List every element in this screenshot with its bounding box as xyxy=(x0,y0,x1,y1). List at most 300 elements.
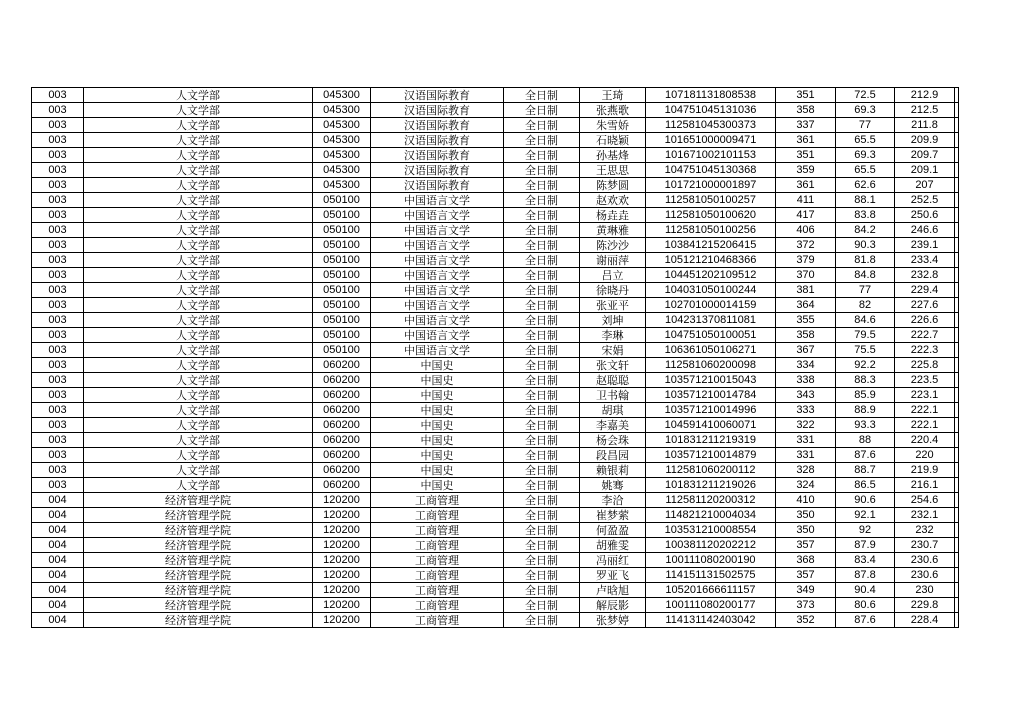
study-mode-cell: 全日制 xyxy=(504,388,580,403)
total-score-cell: 211.8 xyxy=(895,118,955,133)
study-mode-cell: 全日制 xyxy=(504,103,580,118)
total-score-cell: 207 xyxy=(895,178,955,193)
study-mode-cell: 全日制 xyxy=(504,403,580,418)
exam-id-cell: 112581060200098 xyxy=(646,358,776,373)
dept-name-cell: 人文学部 xyxy=(84,433,313,448)
total-score-cell: 222.7 xyxy=(895,328,955,343)
student-name-cell: 胡琪 xyxy=(580,403,646,418)
retest-score-cell: 88.9 xyxy=(836,403,895,418)
retest-score-cell: 88 xyxy=(836,433,895,448)
dept-name-cell: 人文学部 xyxy=(84,253,313,268)
dept-code-cell: 003 xyxy=(32,268,84,283)
initial-score-cell: 370 xyxy=(776,268,836,283)
total-score-cell: 227.6 xyxy=(895,298,955,313)
initial-score-cell: 338 xyxy=(776,373,836,388)
exam-id-cell: 101671002101153 xyxy=(646,148,776,163)
major-code-cell: 060200 xyxy=(313,448,371,463)
study-mode-cell: 全日制 xyxy=(504,613,580,628)
study-mode-cell: 全日制 xyxy=(504,223,580,238)
major-name-cell: 工商管理 xyxy=(371,568,504,583)
major-code-cell: 045300 xyxy=(313,118,371,133)
dept-name-cell: 人文学部 xyxy=(84,88,313,103)
dept-name-cell: 经济管理学院 xyxy=(84,598,313,613)
study-mode-cell: 全日制 xyxy=(504,523,580,538)
exam-id-cell: 112581050100257 xyxy=(646,193,776,208)
student-name-cell: 何盈盈 xyxy=(580,523,646,538)
blank-cell xyxy=(955,538,959,553)
initial-score-cell: 364 xyxy=(776,298,836,313)
student-name-cell: 李嘉美 xyxy=(580,418,646,433)
student-name-cell: 崔梦萦 xyxy=(580,508,646,523)
dept-code-cell: 004 xyxy=(32,493,84,508)
exam-id-cell: 112581060200112 xyxy=(646,463,776,478)
blank-cell xyxy=(955,283,959,298)
student-name-cell: 张梦婷 xyxy=(580,613,646,628)
initial-score-cell: 373 xyxy=(776,598,836,613)
dept-name-cell: 人文学部 xyxy=(84,103,313,118)
dept-name-cell: 人文学部 xyxy=(84,283,313,298)
dept-code-cell: 003 xyxy=(32,103,84,118)
dept-name-cell: 人文学部 xyxy=(84,448,313,463)
study-mode-cell: 全日制 xyxy=(504,553,580,568)
major-code-cell: 050100 xyxy=(313,298,371,313)
total-score-cell: 216.1 xyxy=(895,478,955,493)
dept-code-cell: 003 xyxy=(32,298,84,313)
major-code-cell: 045300 xyxy=(313,178,371,193)
table-row xyxy=(32,568,959,583)
blank-cell xyxy=(955,313,959,328)
student-name-cell: 王琦 xyxy=(580,88,646,103)
table-row xyxy=(32,208,959,223)
exam-id-cell: 100381120202212 xyxy=(646,538,776,553)
dept-name-cell: 人文学部 xyxy=(84,328,313,343)
table-row xyxy=(32,478,959,493)
retest-score-cell: 85.9 xyxy=(836,388,895,403)
dept-code-cell: 003 xyxy=(32,328,84,343)
total-score-cell: 230.7 xyxy=(895,538,955,553)
table-row xyxy=(32,313,959,328)
major-code-cell: 045300 xyxy=(313,88,371,103)
major-code-cell: 120200 xyxy=(313,598,371,613)
student-name-cell: 冯丽红 xyxy=(580,553,646,568)
dept-code-cell: 003 xyxy=(32,163,84,178)
initial-score-cell: 351 xyxy=(776,88,836,103)
exam-id-cell: 114821210004034 xyxy=(646,508,776,523)
total-score-cell: 222.1 xyxy=(895,403,955,418)
retest-score-cell: 88.3 xyxy=(836,373,895,388)
student-name-cell: 姚骞 xyxy=(580,478,646,493)
exam-id-cell: 103571210014784 xyxy=(646,388,776,403)
major-code-cell: 050100 xyxy=(313,313,371,328)
major-name-cell: 工商管理 xyxy=(371,598,504,613)
exam-id-cell: 103571210014879 xyxy=(646,448,776,463)
retest-score-cell: 84.8 xyxy=(836,268,895,283)
student-name-cell: 孙基烽 xyxy=(580,148,646,163)
dept-name-cell: 人文学部 xyxy=(84,388,313,403)
major-name-cell: 中国语言文学 xyxy=(371,268,504,283)
dept-name-cell: 人文学部 xyxy=(84,163,313,178)
major-name-cell: 中国史 xyxy=(371,463,504,478)
total-score-cell: 250.6 xyxy=(895,208,955,223)
blank-cell xyxy=(955,478,959,493)
student-name-cell: 宋娟 xyxy=(580,343,646,358)
study-mode-cell: 全日制 xyxy=(504,88,580,103)
study-mode-cell: 全日制 xyxy=(504,508,580,523)
blank-cell xyxy=(955,583,959,598)
major-code-cell: 045300 xyxy=(313,148,371,163)
blank-cell xyxy=(955,388,959,403)
study-mode-cell: 全日制 xyxy=(504,568,580,583)
table-row xyxy=(32,283,959,298)
major-code-cell: 060200 xyxy=(313,433,371,448)
exam-id-cell: 105201666611157 xyxy=(646,583,776,598)
student-name-cell: 李琳 xyxy=(580,328,646,343)
dept-code-cell: 003 xyxy=(32,148,84,163)
total-score-cell: 222.1 xyxy=(895,418,955,433)
dept-code-cell: 003 xyxy=(32,223,84,238)
major-name-cell: 工商管理 xyxy=(371,613,504,628)
total-score-cell: 229.8 xyxy=(895,598,955,613)
dept-name-cell: 人文学部 xyxy=(84,298,313,313)
major-code-cell: 050100 xyxy=(313,223,371,238)
dept-code-cell: 004 xyxy=(32,598,84,613)
exam-id-cell: 103531210008554 xyxy=(646,523,776,538)
table-row xyxy=(32,268,959,283)
major-name-cell: 工商管理 xyxy=(371,508,504,523)
dept-code-cell: 003 xyxy=(32,403,84,418)
table-row xyxy=(32,358,959,373)
total-score-cell: 228.4 xyxy=(895,613,955,628)
study-mode-cell: 全日制 xyxy=(504,133,580,148)
table-row xyxy=(32,148,959,163)
major-code-cell: 050100 xyxy=(313,268,371,283)
dept-code-cell: 003 xyxy=(32,373,84,388)
major-code-cell: 060200 xyxy=(313,358,371,373)
major-code-cell: 050100 xyxy=(313,193,371,208)
total-score-cell: 226.6 xyxy=(895,313,955,328)
blank-cell xyxy=(955,298,959,313)
major-code-cell: 060200 xyxy=(313,418,371,433)
major-name-cell: 工商管理 xyxy=(371,583,504,598)
initial-score-cell: 337 xyxy=(776,118,836,133)
retest-score-cell: 72.5 xyxy=(836,88,895,103)
student-name-cell: 赵欢欢 xyxy=(580,193,646,208)
exam-id-cell: 104751045130368 xyxy=(646,163,776,178)
major-code-cell: 120200 xyxy=(313,613,371,628)
total-score-cell: 209.1 xyxy=(895,163,955,178)
exam-id-cell: 114131142403042 xyxy=(646,613,776,628)
study-mode-cell: 全日制 xyxy=(504,343,580,358)
blank-cell xyxy=(955,403,959,418)
dept-name-cell: 经济管理学院 xyxy=(84,553,313,568)
blank-cell xyxy=(955,613,959,628)
total-score-cell: 232.1 xyxy=(895,508,955,523)
exam-id-cell: 104751050100051 xyxy=(646,328,776,343)
student-name-cell: 刘坤 xyxy=(580,313,646,328)
dept-name-cell: 人文学部 xyxy=(84,118,313,133)
initial-score-cell: 381 xyxy=(776,283,836,298)
study-mode-cell: 全日制 xyxy=(504,418,580,433)
blank-cell xyxy=(955,568,959,583)
initial-score-cell: 343 xyxy=(776,388,836,403)
study-mode-cell: 全日制 xyxy=(504,598,580,613)
dept-name-cell: 人文学部 xyxy=(84,268,313,283)
dept-code-cell: 003 xyxy=(32,343,84,358)
major-code-cell: 120200 xyxy=(313,568,371,583)
student-name-cell: 张燕歌 xyxy=(580,103,646,118)
study-mode-cell: 全日制 xyxy=(504,268,580,283)
dept-name-cell: 人文学部 xyxy=(84,403,313,418)
study-mode-cell: 全日制 xyxy=(504,208,580,223)
student-name-cell: 罗亚飞 xyxy=(580,568,646,583)
initial-score-cell: 368 xyxy=(776,553,836,568)
blank-cell xyxy=(955,523,959,538)
major-name-cell: 汉语国际教育 xyxy=(371,118,504,133)
major-code-cell: 120200 xyxy=(313,493,371,508)
exam-id-cell: 104591410060071 xyxy=(646,418,776,433)
student-name-cell: 卫书翰 xyxy=(580,388,646,403)
total-score-cell: 209.9 xyxy=(895,133,955,148)
table-row xyxy=(32,133,959,148)
major-code-cell: 120200 xyxy=(313,523,371,538)
retest-score-cell: 83.8 xyxy=(836,208,895,223)
table-row xyxy=(32,388,959,403)
major-code-cell: 045300 xyxy=(313,133,371,148)
initial-score-cell: 357 xyxy=(776,568,836,583)
total-score-cell: 254.6 xyxy=(895,493,955,508)
retest-score-cell: 90.4 xyxy=(836,583,895,598)
dept-code-cell: 004 xyxy=(32,553,84,568)
table-row xyxy=(32,553,959,568)
major-code-cell: 120200 xyxy=(313,508,371,523)
dept-code-cell: 003 xyxy=(32,418,84,433)
dept-code-cell: 003 xyxy=(32,448,84,463)
blank-cell xyxy=(955,103,959,118)
dept-name-cell: 人文学部 xyxy=(84,373,313,388)
study-mode-cell: 全日制 xyxy=(504,463,580,478)
retest-score-cell: 87.8 xyxy=(836,568,895,583)
total-score-cell: 222.3 xyxy=(895,343,955,358)
blank-cell xyxy=(955,448,959,463)
blank-cell xyxy=(955,133,959,148)
blank-cell xyxy=(955,418,959,433)
student-name-cell: 石晓颖 xyxy=(580,133,646,148)
major-code-cell: 060200 xyxy=(313,373,371,388)
exam-id-cell: 101651000009471 xyxy=(646,133,776,148)
initial-score-cell: 351 xyxy=(776,148,836,163)
major-name-cell: 中国语言文学 xyxy=(371,343,504,358)
student-name-cell: 陈梦圆 xyxy=(580,178,646,193)
exam-id-cell: 112581050100256 xyxy=(646,223,776,238)
major-name-cell: 中国语言文学 xyxy=(371,283,504,298)
exam-id-cell: 102701000014159 xyxy=(646,298,776,313)
major-code-cell: 060200 xyxy=(313,478,371,493)
blank-cell xyxy=(955,178,959,193)
dept-code-cell: 003 xyxy=(32,313,84,328)
student-name-cell: 卢晗旭 xyxy=(580,583,646,598)
dept-name-cell: 人文学部 xyxy=(84,358,313,373)
blank-cell xyxy=(955,208,959,223)
blank-cell xyxy=(955,433,959,448)
total-score-cell: 230.6 xyxy=(895,568,955,583)
major-name-cell: 汉语国际教育 xyxy=(371,163,504,178)
retest-score-cell: 88.7 xyxy=(836,463,895,478)
table-row xyxy=(32,328,959,343)
initial-score-cell: 349 xyxy=(776,583,836,598)
dept-name-cell: 人文学部 xyxy=(84,463,313,478)
initial-score-cell: 411 xyxy=(776,193,836,208)
major-name-cell: 汉语国际教育 xyxy=(371,103,504,118)
dept-code-cell: 003 xyxy=(32,178,84,193)
major-code-cell: 120200 xyxy=(313,553,371,568)
major-name-cell: 中国语言文学 xyxy=(371,328,504,343)
blank-cell xyxy=(955,223,959,238)
retest-score-cell: 87.6 xyxy=(836,448,895,463)
dept-code-cell: 003 xyxy=(32,358,84,373)
blank-cell xyxy=(955,238,959,253)
student-name-cell: 段昌园 xyxy=(580,448,646,463)
major-code-cell: 120200 xyxy=(313,538,371,553)
exam-id-cell: 106361050106271 xyxy=(646,343,776,358)
initial-score-cell: 322 xyxy=(776,418,836,433)
blank-cell xyxy=(955,268,959,283)
exam-id-cell: 107181131808538 xyxy=(646,88,776,103)
student-name-cell: 朱雪娇 xyxy=(580,118,646,133)
major-code-cell: 050100 xyxy=(313,238,371,253)
dept-code-cell: 003 xyxy=(32,88,84,103)
dept-code-cell: 004 xyxy=(32,568,84,583)
blank-cell xyxy=(955,148,959,163)
retest-score-cell: 77 xyxy=(836,283,895,298)
study-mode-cell: 全日制 xyxy=(504,148,580,163)
major-name-cell: 中国语言文学 xyxy=(371,193,504,208)
blank-cell xyxy=(955,373,959,388)
total-score-cell: 223.5 xyxy=(895,373,955,388)
total-score-cell: 220.4 xyxy=(895,433,955,448)
table-row xyxy=(32,493,959,508)
student-name-cell: 吕立 xyxy=(580,268,646,283)
total-score-cell: 220 xyxy=(895,448,955,463)
student-name-cell: 杨垚垚 xyxy=(580,208,646,223)
table-row xyxy=(32,223,959,238)
total-score-cell: 233.4 xyxy=(895,253,955,268)
study-mode-cell: 全日制 xyxy=(504,538,580,553)
dept-name-cell: 人文学部 xyxy=(84,133,313,148)
study-mode-cell: 全日制 xyxy=(504,433,580,448)
dept-code-cell: 003 xyxy=(32,208,84,223)
table-row xyxy=(32,583,959,598)
retest-score-cell: 62.6 xyxy=(836,178,895,193)
total-score-cell: 225.8 xyxy=(895,358,955,373)
initial-score-cell: 333 xyxy=(776,403,836,418)
study-mode-cell: 全日制 xyxy=(504,298,580,313)
initial-score-cell: 357 xyxy=(776,538,836,553)
initial-score-cell: 334 xyxy=(776,358,836,373)
major-name-cell: 汉语国际教育 xyxy=(371,133,504,148)
major-code-cell: 060200 xyxy=(313,388,371,403)
dept-name-cell: 人文学部 xyxy=(84,343,313,358)
dept-name-cell: 经济管理学院 xyxy=(84,538,313,553)
retest-score-cell: 90.3 xyxy=(836,238,895,253)
total-score-cell: 229.4 xyxy=(895,283,955,298)
table-row xyxy=(32,238,959,253)
retest-score-cell: 92 xyxy=(836,523,895,538)
exam-id-cell: 104451202109512 xyxy=(646,268,776,283)
dept-code-cell: 003 xyxy=(32,238,84,253)
dept-code-cell: 004 xyxy=(32,508,84,523)
dept-name-cell: 人文学部 xyxy=(84,193,313,208)
table-row xyxy=(32,598,959,613)
blank-cell xyxy=(955,493,959,508)
student-name-cell: 陈沙沙 xyxy=(580,238,646,253)
initial-score-cell: 358 xyxy=(776,103,836,118)
retest-score-cell: 87.6 xyxy=(836,613,895,628)
dept-name-cell: 经济管理学院 xyxy=(84,523,313,538)
total-score-cell: 212.9 xyxy=(895,88,955,103)
major-code-cell: 045300 xyxy=(313,103,371,118)
retest-score-cell: 65.5 xyxy=(836,133,895,148)
exam-id-cell: 101831211219319 xyxy=(646,433,776,448)
exam-id-cell: 112581045300373 xyxy=(646,118,776,133)
exam-id-cell: 101721000001897 xyxy=(646,178,776,193)
dept-name-cell: 人文学部 xyxy=(84,208,313,223)
retest-score-cell: 92.2 xyxy=(836,358,895,373)
dept-name-cell: 经济管理学院 xyxy=(84,568,313,583)
major-name-cell: 工商管理 xyxy=(371,538,504,553)
study-mode-cell: 全日制 xyxy=(504,118,580,133)
student-name-cell: 谢丽萍 xyxy=(580,253,646,268)
total-score-cell: 223.1 xyxy=(895,388,955,403)
dept-name-cell: 人文学部 xyxy=(84,478,313,493)
study-mode-cell: 全日制 xyxy=(504,478,580,493)
initial-score-cell: 361 xyxy=(776,133,836,148)
study-mode-cell: 全日制 xyxy=(504,328,580,343)
student-name-cell: 杨会珠 xyxy=(580,433,646,448)
total-score-cell: 252.5 xyxy=(895,193,955,208)
table-row xyxy=(32,118,959,133)
table-row xyxy=(32,253,959,268)
major-code-cell: 050100 xyxy=(313,343,371,358)
exam-id-cell: 105121210468366 xyxy=(646,253,776,268)
major-name-cell: 工商管理 xyxy=(371,553,504,568)
retest-score-cell: 87.9 xyxy=(836,538,895,553)
initial-score-cell: 359 xyxy=(776,163,836,178)
dept-code-cell: 004 xyxy=(32,613,84,628)
study-mode-cell: 全日制 xyxy=(504,448,580,463)
retest-score-cell: 65.5 xyxy=(836,163,895,178)
major-code-cell: 050100 xyxy=(313,208,371,223)
study-mode-cell: 全日制 xyxy=(504,178,580,193)
total-score-cell: 212.5 xyxy=(895,103,955,118)
blank-cell xyxy=(955,88,959,103)
total-score-cell: 230 xyxy=(895,583,955,598)
blank-cell xyxy=(955,553,959,568)
blank-cell xyxy=(955,163,959,178)
retest-score-cell: 90.6 xyxy=(836,493,895,508)
table-row xyxy=(32,373,959,388)
blank-cell xyxy=(955,598,959,613)
study-mode-cell: 全日制 xyxy=(504,373,580,388)
table-row xyxy=(32,448,959,463)
initial-score-cell: 355 xyxy=(776,313,836,328)
table-row xyxy=(32,523,959,538)
study-mode-cell: 全日制 xyxy=(504,313,580,328)
retest-score-cell: 81.8 xyxy=(836,253,895,268)
exam-id-cell: 112581050100620 xyxy=(646,208,776,223)
exam-id-cell: 100111080200177 xyxy=(646,598,776,613)
blank-cell xyxy=(955,118,959,133)
dept-name-cell: 人文学部 xyxy=(84,313,313,328)
